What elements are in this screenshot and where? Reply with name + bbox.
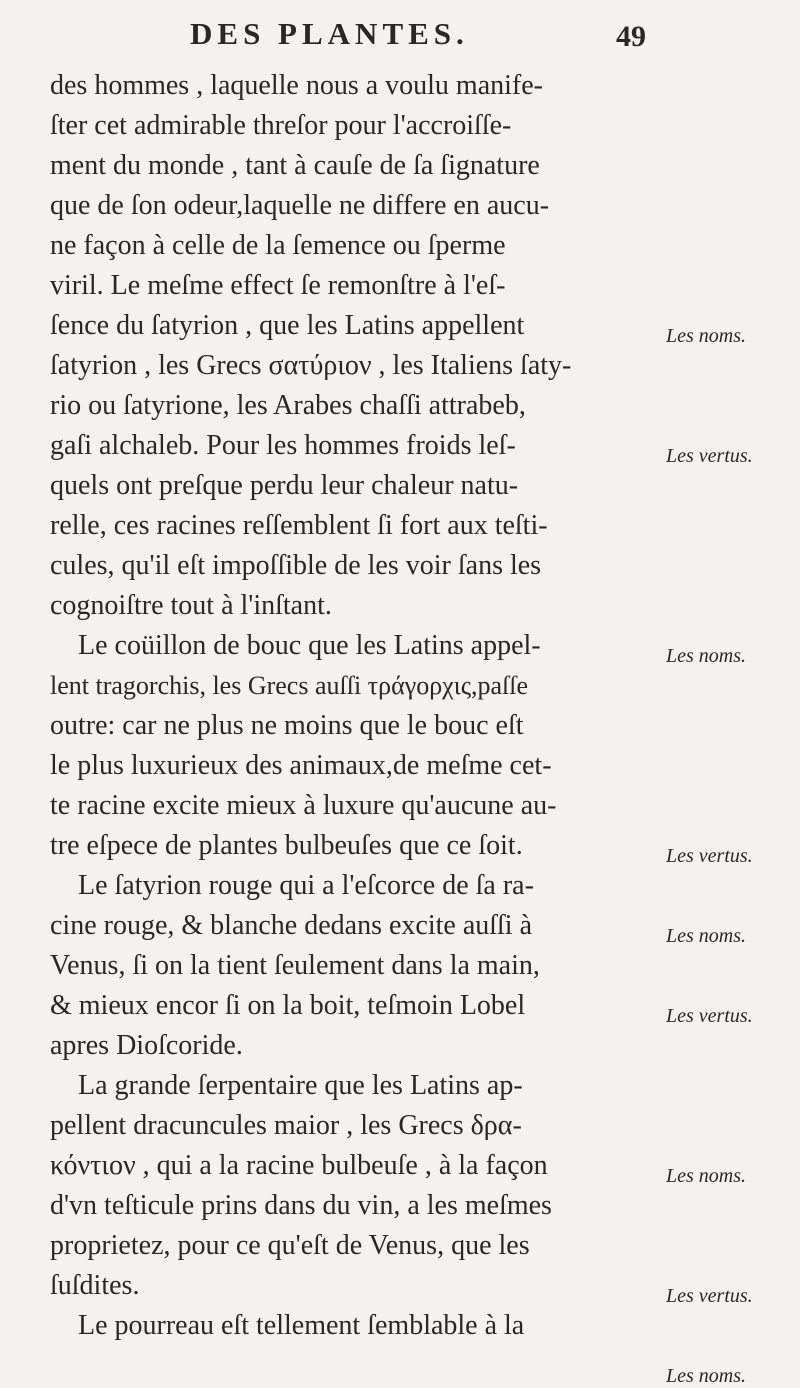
text-line: Venus, ſi on la tient ſeulement dans la main, bbox=[50, 950, 540, 981]
text-line: ſter cet admirable threſor pour l'accroiſſe- bbox=[50, 110, 512, 141]
text-line: que de ſon odeur,laquelle ne differe en aucu- bbox=[50, 190, 550, 221]
page-header bbox=[0, 16, 800, 66]
margin-note: Les noms. bbox=[666, 325, 747, 347]
margin-note: Les vertus. bbox=[666, 445, 753, 467]
text-line: pellent dracuncules maior , les Grecs δρα- bbox=[50, 1110, 522, 1141]
text-line: te racine excite mieux à luxure qu'aucune au- bbox=[50, 790, 557, 821]
text-line: ment du monde , tant à cauſe de ſa ſignature bbox=[50, 150, 540, 181]
text-line: le plus luxurieux des animaux,de meſme cet- bbox=[50, 750, 552, 781]
text-line: & mieux encor ſi on la boit, teſmoin Lobel bbox=[50, 990, 526, 1021]
margin-note: Les noms. bbox=[666, 1165, 747, 1187]
text-line: ſatyrion , les Grecs σατύριον , les Italiens ſaty- bbox=[50, 350, 572, 381]
text-line: outre: car ne plus ne moins que le bouc eſt bbox=[50, 710, 524, 741]
text-line: tre eſpece de plantes bulbeuſes que ce ſoit. bbox=[50, 830, 523, 861]
text-line: ne façon à celle de la ſemence ou ſperme bbox=[50, 230, 506, 261]
text-line: ſence du ſatyrion , que les Latins appellent bbox=[50, 310, 525, 341]
text-line: apres Dioſcoride. bbox=[50, 1030, 243, 1061]
text-line: cognoiſtre tout à l'inſtant. bbox=[50, 590, 332, 621]
margin-note: Les noms. bbox=[666, 925, 747, 947]
text-line: quels ont preſque perdu leur chaleur natu- bbox=[50, 470, 519, 501]
page-number: 49 bbox=[616, 20, 646, 53]
text-line: κόντιον , qui a la racine bulbeuſe , à la façon bbox=[50, 1150, 548, 1181]
text-line: cine rouge, & blanche dedans excite auſſi à bbox=[50, 910, 533, 941]
text-line: relle, ces racines reſſemblent ſi fort aux teſti- bbox=[50, 510, 548, 541]
margin-note: Les noms. bbox=[666, 1365, 747, 1387]
text-line: Le ſatyrion rouge qui a l'eſcorce de ſa ra- bbox=[78, 870, 534, 901]
text-line: rio ou ſatyrione, les Arabes chaſſi attrabeb, bbox=[50, 390, 526, 421]
text-line: ſuſdites. bbox=[50, 1270, 140, 1301]
text-line: viril. Le meſme effect ſe remonſtre à l'eſ- bbox=[50, 270, 506, 301]
text-line: Le coüillon de bouc que les Latins appel- bbox=[78, 630, 541, 661]
body-text bbox=[50, 66, 660, 1346]
margin-note: Les vertus. bbox=[666, 1285, 753, 1307]
margin-note: Les vertus. bbox=[666, 845, 753, 867]
margin-note: Les noms. bbox=[666, 645, 747, 667]
text-line: proprietez, pour ce qu'eſt de Venus, que les bbox=[50, 1230, 530, 1261]
text-line: gaſi alchaleb. Pour les hommes froids leſ- bbox=[50, 430, 516, 461]
margin-note: Les vertus. bbox=[666, 1005, 753, 1027]
running-head: DES PLANTES. bbox=[190, 16, 469, 51]
text-line: des hommes , laquelle nous a voulu manife- bbox=[50, 70, 543, 101]
text-line: d'vn teſticule prins dans du vin, a les meſmes bbox=[50, 1190, 552, 1221]
text-line: cules, qu'il eſt impoſſible de les voir ſans les bbox=[50, 550, 542, 581]
text-line: lent tragorchis, les Grecs auſſi τράγορχις,paſſe bbox=[50, 671, 529, 700]
text-line: La grande ſerpentaire que les Latins ap- bbox=[78, 1070, 523, 1101]
text-line: Le pourreau eſt tellement ſemblable à la bbox=[78, 1310, 525, 1341]
